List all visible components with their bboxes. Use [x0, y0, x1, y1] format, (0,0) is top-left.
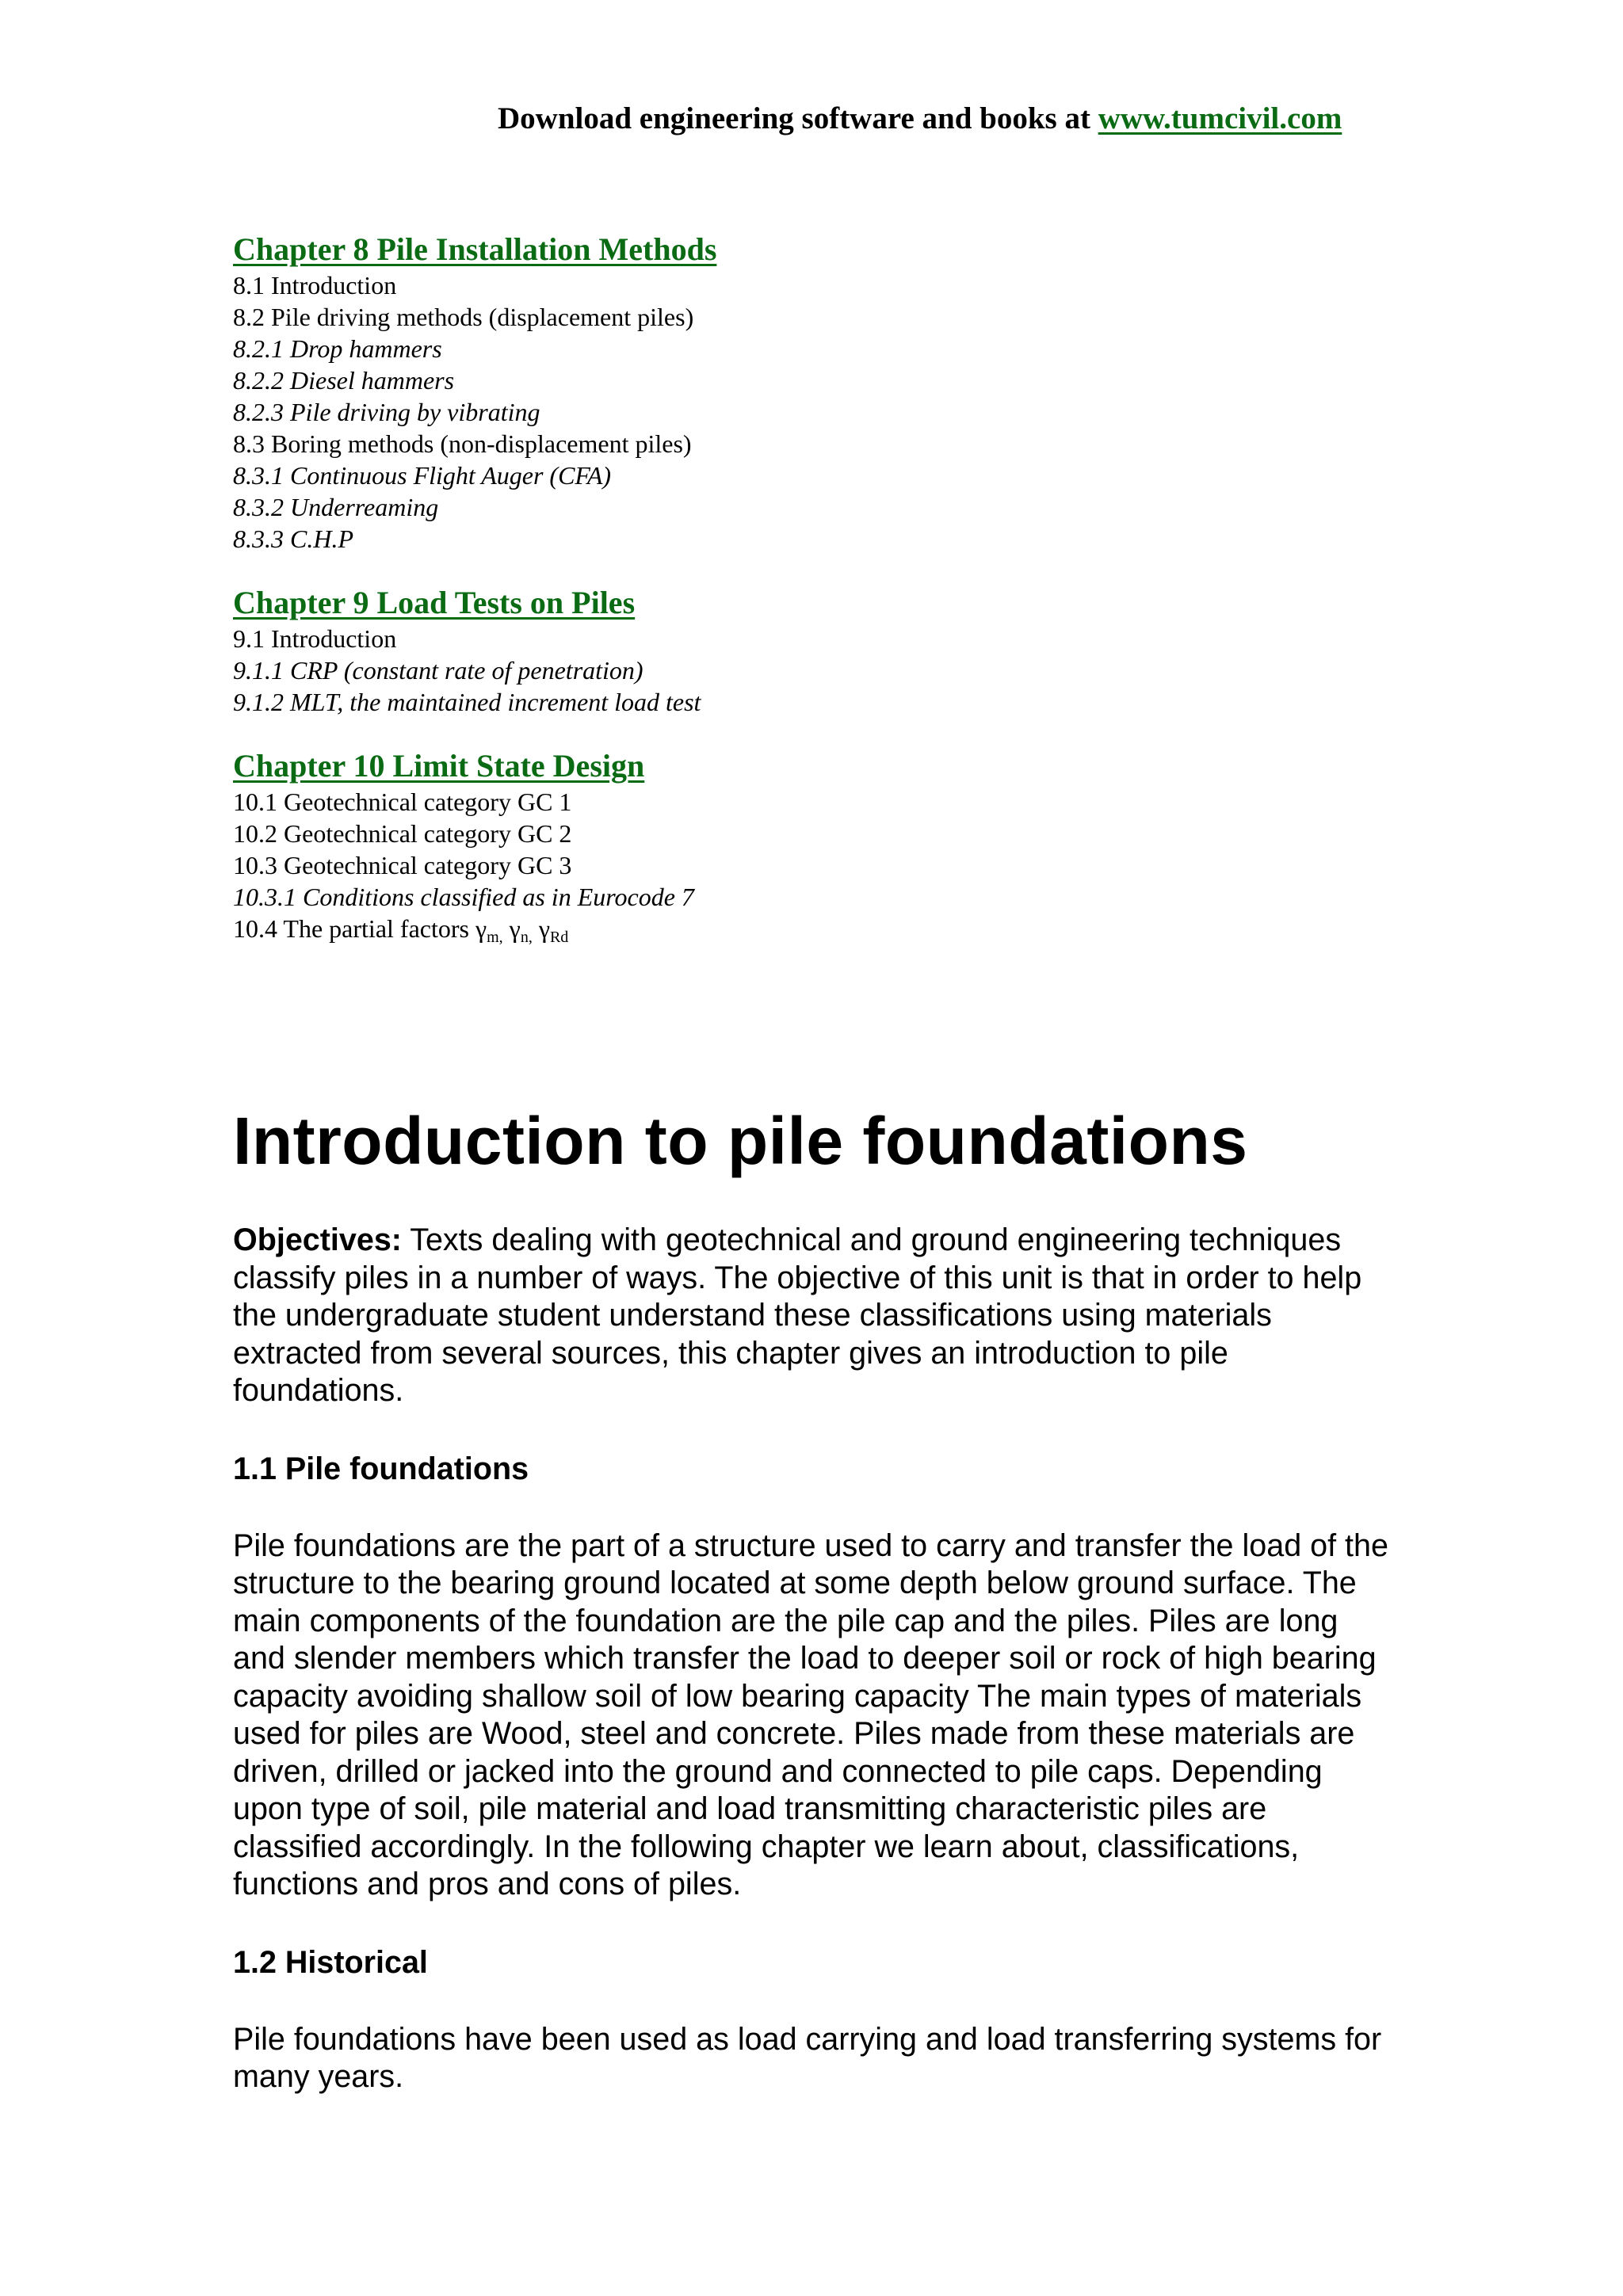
- toc-item: 8.2.1 Drop hammers: [233, 334, 442, 363]
- toc-chapter-9: [233, 583, 1422, 718]
- chapter-8-items: [233, 269, 1422, 555]
- toc-item: 8.3.2 Underreaming: [233, 493, 439, 521]
- chapter-10-items: [233, 786, 1422, 913]
- document-title: Introduction to pile foundations: [233, 1104, 1248, 1178]
- toc-item: 10.3.1 Conditions classified as in Eurocode 7: [233, 883, 694, 911]
- toc-item: 9.1.2 MLT, the maintained increment load test: [233, 688, 701, 716]
- subscript-n: n,: [520, 929, 533, 946]
- header-text: Download engineering software and books at: [498, 101, 1090, 135]
- subscript-rd: Rd: [549, 929, 569, 946]
- toc-item: 8.2.2 Diesel hammers: [233, 366, 455, 395]
- section-1-1-paragraph: Pile foundations are the part of a structure used to carry and transfer the load of the structure to the bearing ground located at some depth below ground surface. The main components of the foundation are the pile cap and the piles. Piles are long and slender members which transfer the load to deeper soil or rock of high bearing capacity avoiding shallow soil of low bearing capacity The main types of materials used for piles are Wood, steel and concrete. Piles made from these materials are driven, drilled or jacked into the ground and connected to pile caps. Depending upon type of soil, pile material and load transmitting characteristic piles are classified accordingly. In the following chapter we learn about, classifications, functions and pros and cons of piles.: [233, 1527, 1388, 1901]
- toc-item: 8.1 Introduction: [233, 271, 397, 299]
- table-of-contents: [233, 230, 1422, 982]
- toc-item: 9.1 Introduction: [233, 624, 397, 653]
- header-link[interactable]: www.tumcivil.com: [1098, 101, 1342, 135]
- toc-item: 8.3.3 C.H.P: [233, 524, 353, 553]
- toc-item: 10.1 Geotechnical category GC 1: [233, 788, 572, 816]
- toc-item: 8.2.3 Pile driving by vibrating: [233, 398, 540, 426]
- toc-item: 9.1.1 CRP (constant rate of penetration): [233, 656, 643, 685]
- section-1-2-paragraph: Pile foundations have been used as load carrying and load transferring systems for many years.: [233, 2021, 1382, 2094]
- toc-item: 10.3 Geotechnical category GC 3: [233, 851, 572, 879]
- toc-chapter-10: [233, 746, 1422, 953]
- toc-item-partial-factors: [233, 913, 1422, 953]
- page-header: [498, 98, 1393, 139]
- toc-item: 8.3 Boring methods (non-displacement piles): [233, 429, 692, 458]
- toc-item: 8.3.1 Continuous Flight Auger (CFA): [233, 461, 612, 490]
- toc-item: 8.2 Pile driving methods (displacement piles): [233, 303, 694, 331]
- chapter-9-items: [233, 623, 1422, 718]
- document-body: [233, 1101, 1398, 2096]
- gamma-symbol: γ: [538, 914, 550, 943]
- toc-chapter-8: [233, 230, 1422, 555]
- chapter-9-heading[interactable]: Chapter 9 Load Tests on Piles: [233, 585, 636, 620]
- objectives-label: Objectives:: [233, 1222, 402, 1257]
- gamma-symbol: γ: [509, 914, 521, 943]
- objectives-text: Texts dealing with geotechnical and ground engineering techniques classify piles in a number of ways. The objective of this unit is that in order to help the undergraduate student understand these classifications using materials extracted from several sources, this chapter gives an introduction to pile foundations.: [233, 1222, 1362, 1408]
- section-1-1-heading: 1.1 Pile foundations: [233, 1451, 529, 1486]
- toc-item: 10.2 Geotechnical category GC 2: [233, 819, 572, 848]
- subscript-m: m,: [487, 929, 503, 946]
- gamma-symbol: γ: [475, 914, 487, 943]
- partial-factors-prefix: 10.4 The partial factors: [233, 914, 469, 943]
- section-1-2-heading: 1.2 Historical: [233, 1944, 428, 1980]
- chapter-8-heading[interactable]: Chapter 8 Pile Installation Methods: [233, 231, 717, 267]
- objectives-paragraph: [233, 1222, 1398, 1410]
- chapter-10-heading[interactable]: Chapter 10 Limit State Design: [233, 748, 645, 784]
